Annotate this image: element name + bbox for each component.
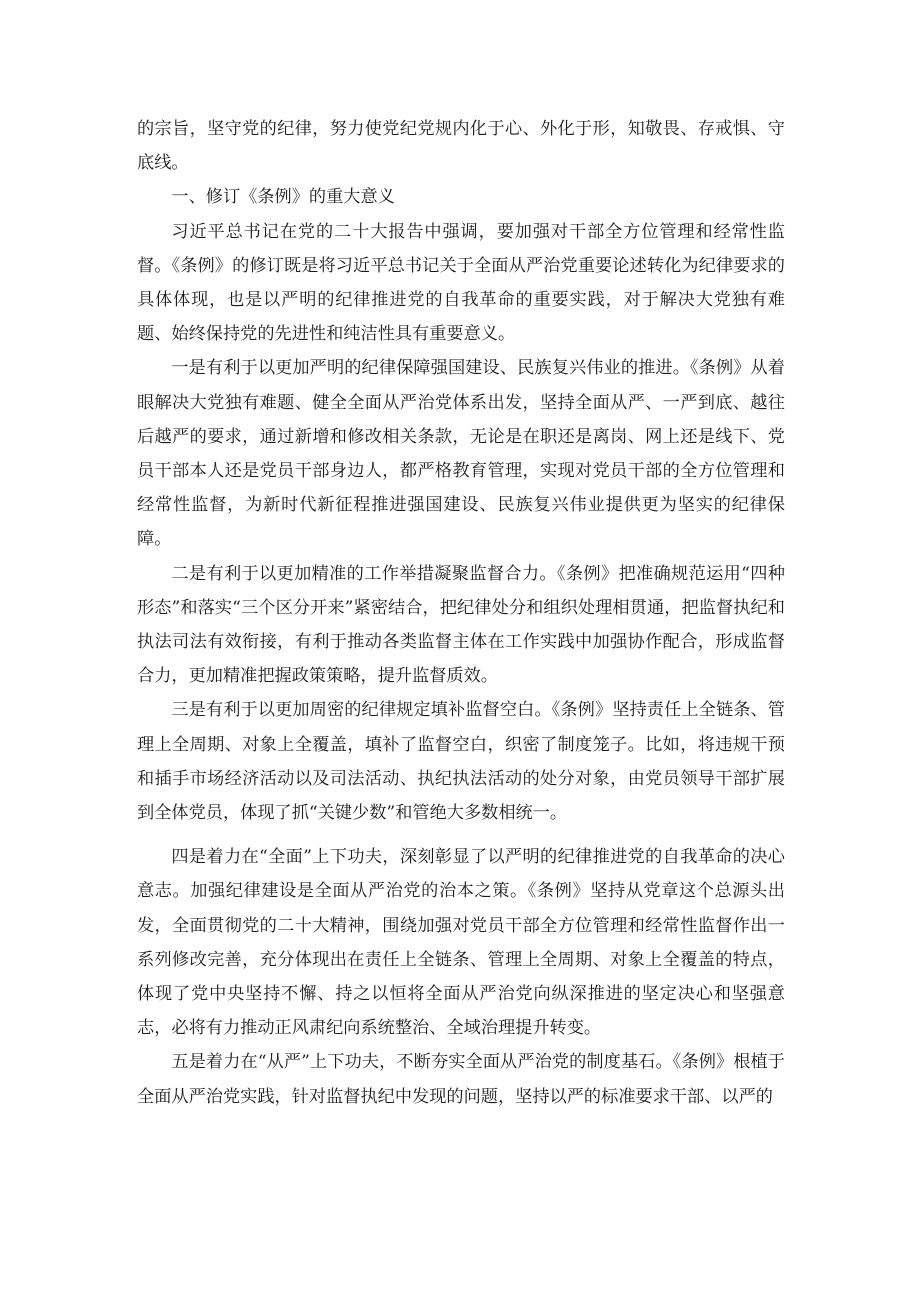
document-body — [137, 112, 785, 1114]
paragraph-point-1: 一是有利于以更加严明的纪律保障强国建设、民族复兴伟业的推进。《条例》从着眼解决大党独有难题、健全全面从严治党体系出发，坚持全面从严、一严到底、越往后越严的要求，通过新增和修改相关条款，无论是在职还是离岗、网上还是线下、党员干部本人还是党员干部身边人，都严格教育管理，实现对党员干部的全方位管理和经常性监督，为新时代新征程推进强国建设、民族复兴伟业提供更为坚实的纪律保障。 — [137, 358, 785, 550]
paragraph-intro: 习近平总书记在党的二十大报告中强调，要加强对干部全方位管理和经常性监督。《条例》的修订既是将习近平总书记关于全面从严治党重要论述转化为纪律要求的具体体现，也是以严明的纪律推进党的自我革命的重要实践，对于解决大党独有难题、始终保持党的先进性和纯洁性具有重要意义。 — [137, 221, 785, 345]
paragraph-point-5: 五是着力在“从严”上下功夫，不断夯实全面从严治党的制度基石。《条例》根植于全面从严治党实践，针对监督执纪中发现的问题，坚持以严的标准要求干部、以严的 — [137, 1052, 785, 1107]
paragraph-point-2: 二是有利于以更加精准的工作举措凝聚监督合力。《条例》把准确规范运用“四种形态”和落实“三个区分开来”紧密结合，把纪律处分和组织处理相贯通，把监督执纪和执法司法有效衔接，有利于推动各类监督主体在工作实践中加强协作配合，形成监督合力，更加精准把握政策策略，提升监督质效。 — [137, 563, 785, 687]
paragraph-point-4: 四是着力在“全面”上下功夫，深刻彰显了以严明的纪律推进党的自我革命的决心意志。加强纪律建设是全面从严治党的治本之策。《条例》坚持从党章这个总源头出发，全面贯彻党的二十大精神，围绕加强对党员干部全方位管理和经常性监督作出一系列修改完善，充分体现出在责任上全链条、管理上全周期、对象上全覆盖的特点，体现了党中央坚持不懈、持之以恒将全面从严治党向纵深推进的坚定决心和坚强意志，必将有力推动正风肃纪向系统整治、全域治理提升转变。 — [137, 847, 785, 1039]
paragraph-point-3: 三是有利于以更加周密的纪律规定填补监督空白。《条例》坚持责任上全链条、管理上全周期、对象上全覆盖，填补了监督空白，织密了制度笼子。比如，将违规干预和插手市场经济活动以及司法活动、执纪执法活动的处分对象，由党员领导干部扩展到全体党员，体现了抓“关键少数”和管绝大多数相统一。 — [137, 700, 785, 824]
paragraph-continuation: 的宗旨，坚守党的纪律，努力使党纪党规内化于心、外化于形，知敬畏、存戒惧、守底线。 — [137, 119, 785, 174]
section-heading: 一、修订《条例》的重大意义 — [171, 187, 395, 208]
